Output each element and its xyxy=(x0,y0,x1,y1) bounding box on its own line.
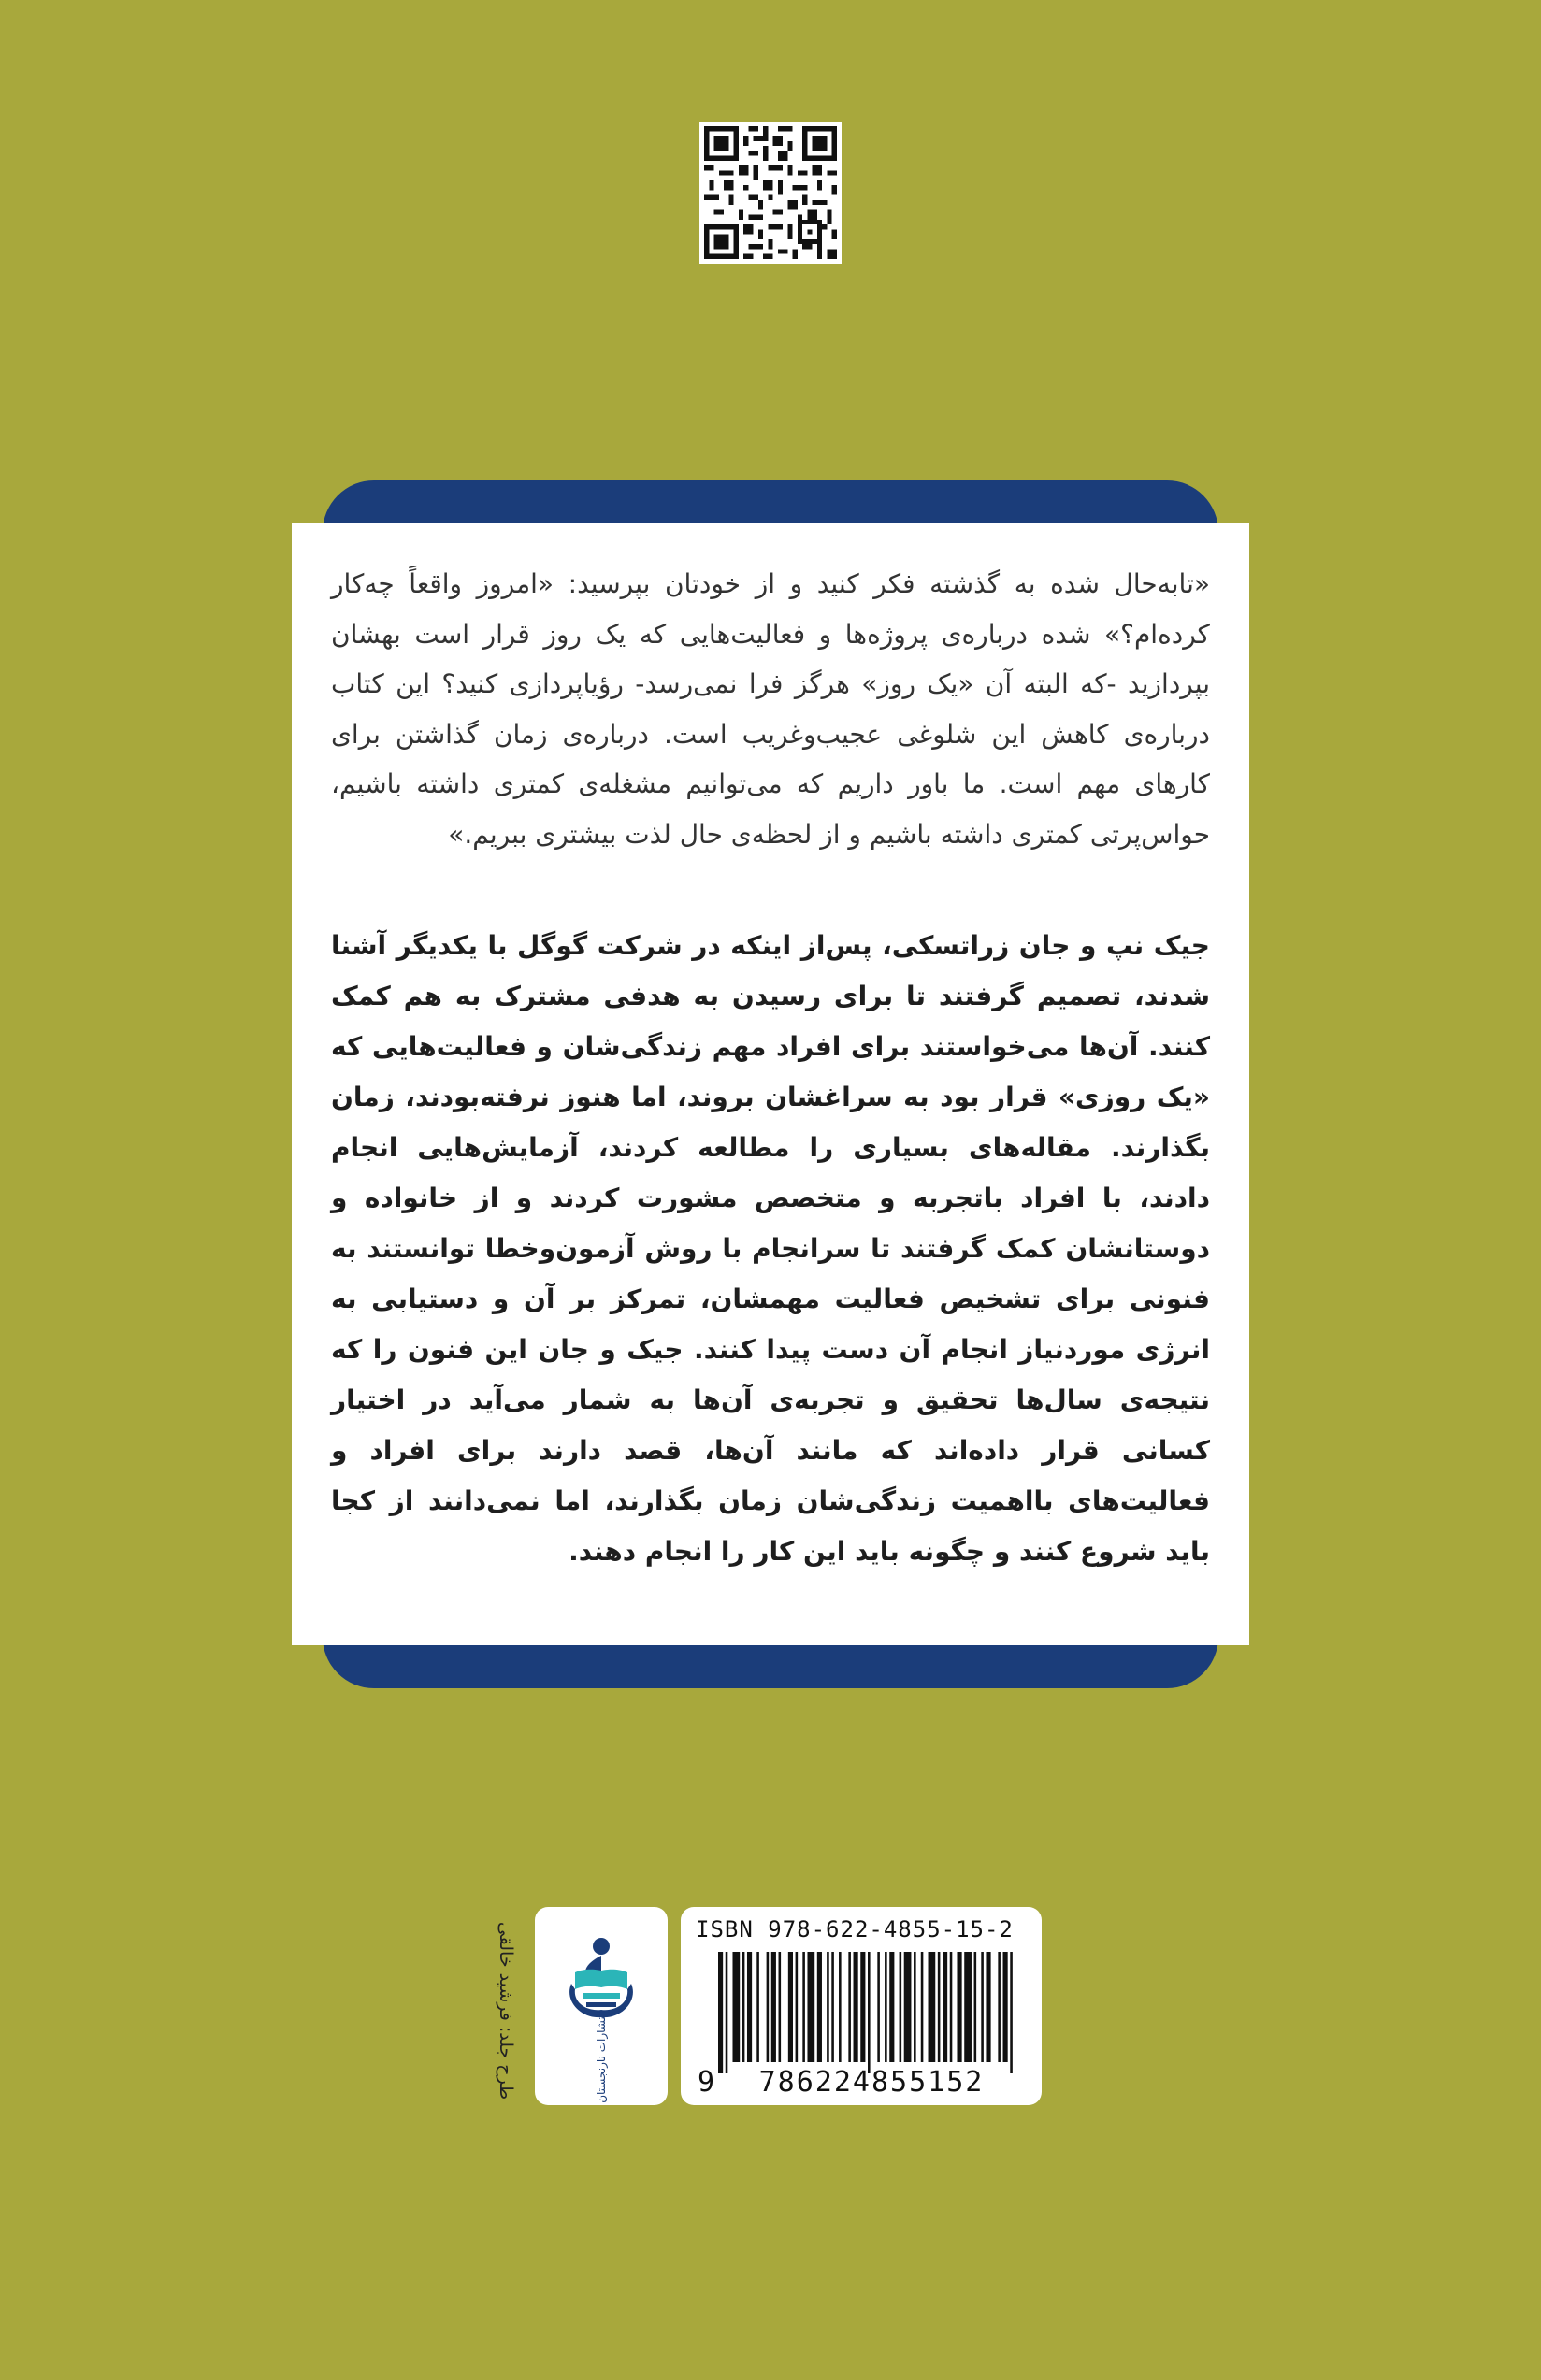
barcode-bar xyxy=(827,1952,829,2062)
barcode-bar xyxy=(957,1952,961,2062)
publisher-logo xyxy=(535,1907,668,2105)
barcode-bar xyxy=(788,1952,793,2062)
barcode-bar xyxy=(943,1952,947,2062)
barcode-bar xyxy=(742,1952,745,2062)
barcode-bar xyxy=(986,1952,990,2062)
barcode-bar xyxy=(767,1952,770,2062)
barcode-bars xyxy=(718,1952,1017,2073)
barcode-digits: 786224855152 xyxy=(758,2066,985,2099)
book-blurb: جیک نپ و جان زراتسکی، پس‌از اینکه در شرکت گوگل با یکدیگر آشنا شدند، تصمیم گرفتند تا برای رسیدن به هدفی مشترک به هم کمک کنند. آن‌ها می‌خواستند برای افراد مهم زندگی‌شان و فعالیت‌هایی که «یک روزی» قرار بود به سراغشان بروند، اما هنوز نرفته‌بودند، زمان بگذارند. مقاله‌های بسیاری را مطالعه کردند، آزمایش‌هایی انجام دادند، با افراد باتجربه و متخصص مشورت کردند و از خانواده و دوستانشان کمک گرفتند تا سرانجام با روش آزمون‌وخطا توانستند به فنونی برای تشخیص فعالیت مهمشان، تمرکز بر آن و دستیابی به انرژی موردنیاز انجام آن دست پیدا کنند. جیک و جان این فنون را که نتیجه‌ی سال‌ها تحقیق و تجربه‌ی آن‌ها به شمار می‌آید در اختیار کسانی قرار داده‌اند که مانند آن‌ها، قصد دارند برای افراد و فعالیت‌های بااهمیت زندگی‌شان زمان بگذارند، اما نمی‌دانند از کجا باید شروع کنند و چگونه باید این کار را انجام دهند. xyxy=(331,930,1210,1567)
barcode-bar xyxy=(756,1952,759,2062)
barcode-first-digit: 9 xyxy=(698,2066,715,2099)
qr-code-icon xyxy=(699,122,842,264)
barcode-bar xyxy=(779,1952,782,2062)
barcode-bar xyxy=(817,1952,822,2062)
barcode-bar xyxy=(981,1952,984,2062)
barcode-bar xyxy=(848,1952,851,2062)
barcode-bar xyxy=(718,1952,723,2073)
barcode-bar xyxy=(914,1952,916,2062)
barcode-bar xyxy=(854,1952,858,2062)
barcode-bar xyxy=(950,1952,953,2062)
barcode-bar xyxy=(726,1952,728,2073)
publisher-name xyxy=(591,2010,612,2103)
barcode-bar xyxy=(900,1952,902,2062)
cover-designer-credit-text: طرح جلد: فرشید خالقی xyxy=(496,1921,516,2100)
barcode-bar xyxy=(929,1952,936,2062)
barcode-bar xyxy=(998,1952,1001,2062)
publisher-name-text: انتشارات نارنجستان xyxy=(595,2010,608,2103)
barcode-bar xyxy=(796,1952,799,2062)
barcode-bar xyxy=(747,1952,752,2062)
barcode-bar xyxy=(860,1952,865,2062)
barcode-bar xyxy=(1003,1952,1008,2062)
barcode-bar xyxy=(868,1952,871,2073)
isbn-label: ISBN 978-622-4855-15-2 xyxy=(696,1916,1014,1943)
barcode-bar xyxy=(802,1952,805,2062)
cover-designer-credit xyxy=(486,1913,526,2109)
barcode-bar xyxy=(807,1952,814,2062)
barcode-bar xyxy=(964,1952,972,2062)
barcode-bar xyxy=(889,1952,894,2062)
barcode-bar xyxy=(938,1952,941,2062)
barcode-bar xyxy=(771,1952,776,2062)
barcode-bar xyxy=(904,1952,912,2062)
back-cover-text-card xyxy=(292,523,1249,1645)
barcode-bar xyxy=(831,1952,834,2062)
barcode-bar xyxy=(877,1952,880,2062)
book-quote: «تابه‌حال شده به گذشته فکر کنید و از خودتان بپرسید: «امروز واقعاً چه‌کار کرده‌ام؟» شده درباره‌ی پروژه‌ها و فعالیت‌هایی که یک روز قرار است بهشان بپردازید -که البته آن «یک روز» هرگز فرا نمی‌رسد- رؤیاپردازی کنید؟ این کتاب درباره‌ی کاهش این شلوغی عجیب‌وغریب است. درباره‌ی زمان گذاشتن برای کارهای مهم است. ما باور داریم که می‌توانیم مشغله‌ی کمتری داشته باشیم، حواس‌پرتی کمتری داشته باشیم و از لحظه‌ی حال لذت بیشتری ببریم.» xyxy=(331,568,1210,850)
isbn-barcode xyxy=(681,1907,1042,2105)
barcode-bar xyxy=(732,1952,740,2062)
barcode-bar xyxy=(974,1952,977,2062)
barcode-bar xyxy=(921,1952,924,2062)
barcode-bar xyxy=(885,1952,887,2062)
barcode-bar xyxy=(1010,1952,1013,2073)
qr-code xyxy=(699,122,842,264)
barcode-bar xyxy=(839,1952,842,2062)
